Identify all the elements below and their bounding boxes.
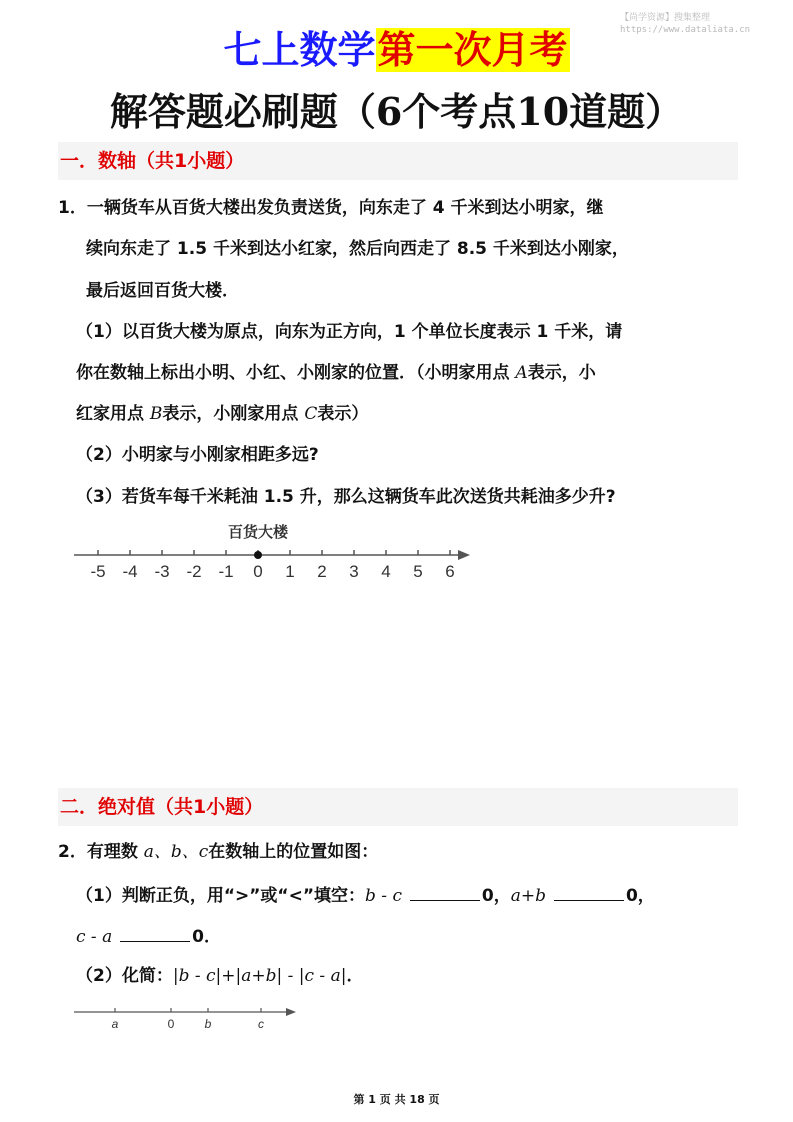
numberline-q2-tick-label: a [111, 1017, 119, 1031]
q2-text-b: 在数轴上的位置如图： [208, 842, 379, 862]
title-part1: 七上数学 [223, 28, 376, 72]
watermark-line2: https://www.dataliata.cn [620, 25, 751, 35]
q1-part1-line3 [76, 402, 368, 426]
q1-part1-line3-text-a: 红家用点 [76, 404, 150, 424]
numberline-q1-tick-label: -4 [122, 562, 138, 581]
q2-part2-expr: |b - c|+|a+b| - |c - a| [172, 966, 347, 986]
numberline-q1-tick-label: 5 [413, 562, 423, 581]
q2-expr1: b - c [365, 886, 402, 906]
section1-heading: 一．数轴（共1小题） [58, 142, 738, 180]
answer-blank-1[interactable] [410, 882, 480, 901]
numberline-q2 [70, 998, 310, 1038]
q2-part1-text-c: 0， [625, 886, 655, 906]
var-a: A [515, 363, 528, 383]
q1-part1-line3-text-b: 表示，小刚家用点 [162, 404, 305, 424]
numberline-q1-tick-label: -5 [90, 562, 106, 581]
numberline-q1-tick-label: -3 [154, 562, 170, 581]
var-c: C [304, 404, 318, 424]
page-title [0, 22, 793, 78]
q2-part2 [76, 964, 363, 988]
watermark-line1: 【尚学资源】搜集整理 [620, 13, 711, 23]
page-subtitle: 解答题必刷题（6个考点10道题） [109, 89, 684, 134]
q2-line1 [58, 840, 378, 864]
numberline-q1-origin-dot [254, 551, 262, 559]
numberline-q1-tick-label: -2 [186, 562, 202, 581]
q1-line2: 续向东走了 1.5 千米到达小红家，然后向西走了 8.5 千米到达小刚家， [86, 239, 629, 259]
var-b: B [149, 404, 163, 424]
numberline-q1-tick-label: 3 [349, 562, 359, 581]
q2-part1-text-b: 0， [481, 886, 511, 906]
title-part2-highlighted: 第一次月考 [377, 28, 568, 72]
q1-line3: 最后返回百货大楼． [86, 281, 239, 301]
q2-part1-text-d: 0． [192, 927, 221, 947]
q2-part2-text-a: （2）化简： [76, 966, 173, 986]
q2-text-a: 2．有理数 [58, 842, 144, 862]
numberline-q1-tick-label: 2 [317, 562, 327, 581]
q1-part1-line3-text-c: 表示） [317, 404, 369, 424]
numberline-q2-tick-label: 0 [167, 1017, 175, 1031]
q1-line1: 1．一辆货车从百货大楼出发负责送货，向东走了 4 千米到达小明家，继 [58, 198, 604, 218]
numberline-q2-arrow-icon [286, 1008, 296, 1016]
answer-blank-3[interactable] [120, 923, 190, 942]
q2-part1-line2 [76, 923, 221, 949]
q1-part1-line1: （1）以百货大楼为原点，向东为正方向，1 个单位长度表示 1 千米，请 [76, 322, 623, 342]
q2-expr2: a+b [510, 886, 547, 906]
numberline-q1-arrow-icon [458, 550, 470, 560]
q1-part3: （3）若货车每千米耗油 1.5 升，那么这辆货车此次送货共耗油多少升? [76, 487, 616, 507]
numberline-q1-tick-label: 6 [445, 562, 455, 581]
q1-part2: （2）小明家与小刚家相距多远? [76, 445, 319, 465]
q2-expr3: c - a [76, 927, 113, 947]
q2-part1-text-a: （1）判断正负，用“>”或“<”填空： [76, 886, 366, 906]
numberline-q1-tick-label: 4 [381, 562, 391, 581]
section2-heading: 二．绝对值（共1小题） [58, 788, 738, 826]
numberline-q2-tick-label: c [258, 1017, 264, 1031]
q1-part1-line2-text-b: 表示，小 [527, 363, 596, 383]
numberline-q2-tick-label: b [204, 1017, 212, 1031]
numberline-q1-tick-label: 1 [285, 562, 295, 581]
q2-vars: a、b、c [143, 842, 209, 862]
numberline-q1-tick-label: 0 [253, 562, 263, 581]
numberline-q1-tick-label: -1 [218, 562, 234, 581]
answer-blank-2[interactable] [554, 882, 624, 901]
page-number: 第 1 页 共 18 页 [353, 1093, 440, 1106]
numberline-q1 [70, 515, 480, 583]
numberline-q1-label: 百货大楼 [227, 524, 289, 541]
q2-part1-line1 [76, 882, 655, 908]
q1-part1-line2-text-a: 你在数轴上标出小明、小红、小刚家的位置．（小明家用点 [76, 363, 516, 383]
q2-part2-text-b: ． [346, 966, 364, 986]
q1-part1-line2 [76, 361, 596, 385]
